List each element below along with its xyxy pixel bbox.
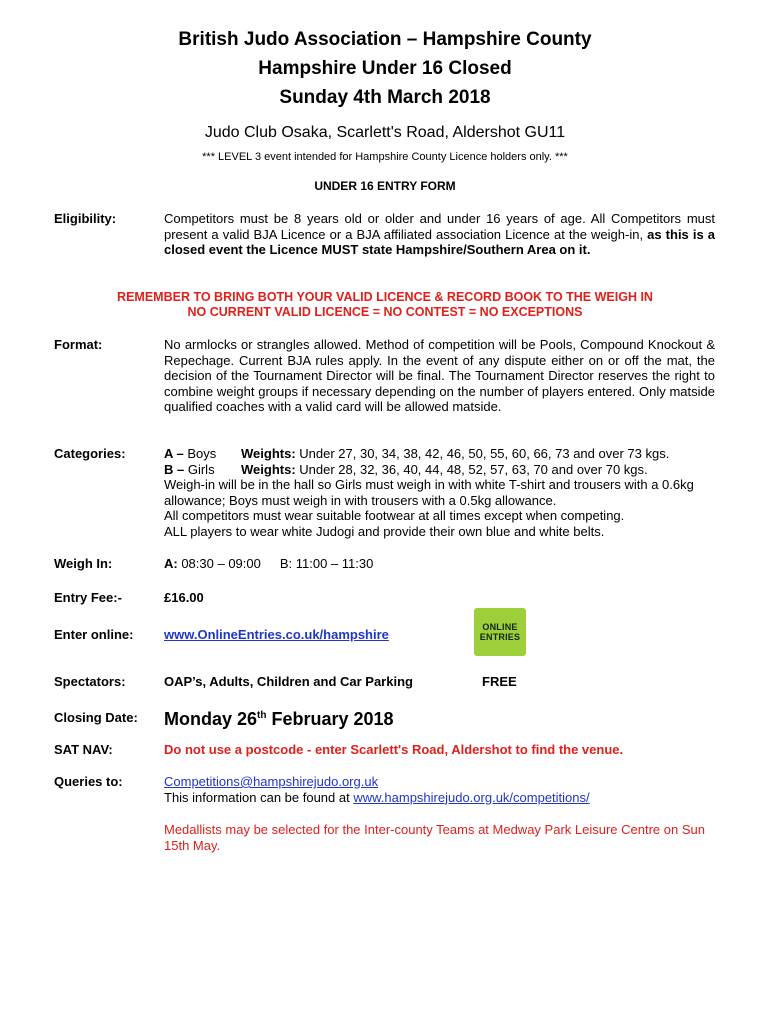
info-line	[164, 790, 715, 806]
category-b-weights-label: Weights:	[241, 461, 296, 477]
weigh-in-a-time: 08:30 – 09:00	[177, 556, 261, 571]
weigh-in-rules: Weigh-in will be in the hall so Girls must weigh in with white T-shirt and trousers with a 0.6kg allowance; Boys must weigh in with trousers with a 0.5kg allowance.	[164, 477, 694, 508]
competitions-page-link[interactable]: www.hampshirejudo.org.uk/competitions/	[353, 789, 590, 805]
entry-fee-label: Entry Fee:-	[54, 590, 122, 605]
licence-note: *** LEVEL 3 event intended for Hampshire County Licence holders only. ***	[202, 151, 568, 163]
title-date: Sunday 4th March 2018	[279, 87, 491, 108]
weigh-in-label: Weigh In:	[54, 556, 113, 571]
online-entries-logo[interactable]	[474, 608, 526, 656]
category-a-code: A –	[164, 446, 184, 461]
queries-email-link[interactable]: Competitions@hampshirejudo.org.uk	[164, 774, 379, 789]
category-b-name: Girls	[184, 461, 215, 477]
closing-date-day: Monday 26	[164, 709, 258, 729]
category-b-weights: Under 28, 32, 36, 40, 44, 48, 52, 57, 63, 70 and over 70 kgs.	[295, 461, 648, 477]
category-a-weights: Under 27, 30, 34, 38, 42, 46, 50, 55, 60, 66, 73 and over 73 kgs.	[295, 446, 670, 461]
queries-block	[164, 774, 715, 805]
eligibility-text	[164, 211, 715, 258]
queries-label: Queries to:	[54, 774, 123, 789]
online-entries-link[interactable]: www.OnlineEntries.co.uk/hampshire	[164, 627, 389, 642]
entry-fee-value: £16.00	[164, 590, 204, 605]
title-event: Hampshire Under 16 Closed	[258, 58, 512, 79]
info-prefix: This information can be found at	[164, 789, 354, 805]
venue: Judo Club Osaka, Scarlett's Road, Aldershot GU11	[204, 124, 566, 141]
reminder-line-1: REMEMBER TO BRING BOTH YOUR VALID LICENCE & RECORD BOOK TO THE WEIGH IN	[117, 290, 653, 304]
judogi-rule: ALL players to wear white Judogi and provide their own blue and white belts.	[164, 523, 605, 539]
closing-date-suffix: th	[257, 710, 267, 721]
title-association: British Judo Association – Hampshire County	[178, 29, 592, 50]
format-label: Format:	[54, 337, 103, 352]
category-a-name: Boys	[183, 446, 217, 461]
form-title: UNDER 16 ENTRY FORM	[314, 179, 456, 193]
medallists-note: Medallists may be selected for the Inter-county Teams at Medway Park Leisure Centre on Sun 15th May.	[164, 822, 705, 853]
logo-line-2: ENTRIES	[479, 632, 521, 642]
closing-date-rest: February 2018	[266, 709, 394, 729]
eligibility-label: Eligibility:	[54, 211, 117, 226]
closing-date-value	[164, 705, 715, 730]
spectators-value: OAP’s, Adults, Children and Car Parking	[164, 674, 413, 689]
footwear-rule: All competitors must wear suitable footwear at all times except when competing.	[164, 508, 625, 523]
category-girls	[164, 462, 715, 478]
weigh-in-b-time: B: 11:00 – 11:30	[279, 556, 374, 571]
spectators-label: Spectators:	[54, 674, 126, 689]
logo-line-1: ONLINE	[482, 622, 518, 632]
format-text: No armlocks or strangles allowed. Method of competition will be Pools, Compound Knockout & Repechage. Current BJA rules apply. In the event of any dispute either on or off the mat, the decision of the Tournament Director will be final. The Tournament Director reserves the right to combine weight groups if necessary depending on the number of players entered. Only matside qualified coaches with a valid card will be allowed matside.	[164, 337, 715, 414]
weigh-in-times	[164, 556, 715, 572]
categories-label: Categories:	[54, 446, 126, 461]
categories-block	[164, 446, 715, 539]
sat-nav-label: SAT NAV:	[54, 742, 113, 757]
category-b-code: B –	[164, 461, 185, 477]
reminder-line-2: NO CURRENT VALID LICENCE = NO CONTEST = NO EXCEPTIONS	[187, 305, 583, 319]
closing-date-label: Closing Date:	[54, 710, 138, 725]
eligibility-bold: as this is a closed event the Licence MUST state Hampshire/Southern Area on it.	[164, 226, 715, 257]
weigh-in-a-label: A:	[164, 556, 178, 571]
enter-online-label: Enter online:	[54, 627, 134, 642]
eligibility-body: Competitors must be 8 years old or older and under 16 years of age. All Competitors must present a valid BJA Licence or a BJA affiliated association Licence at the weigh-in,	[164, 211, 715, 242]
enter-online-value	[164, 627, 389, 643]
sat-nav-value: Do not use a postcode - enter Scarlett's Road, Aldershot to find the venue.	[164, 742, 624, 757]
spectators-price: FREE	[482, 674, 517, 689]
category-boys	[164, 446, 715, 462]
category-a-weights-label: Weights:	[241, 446, 296, 461]
